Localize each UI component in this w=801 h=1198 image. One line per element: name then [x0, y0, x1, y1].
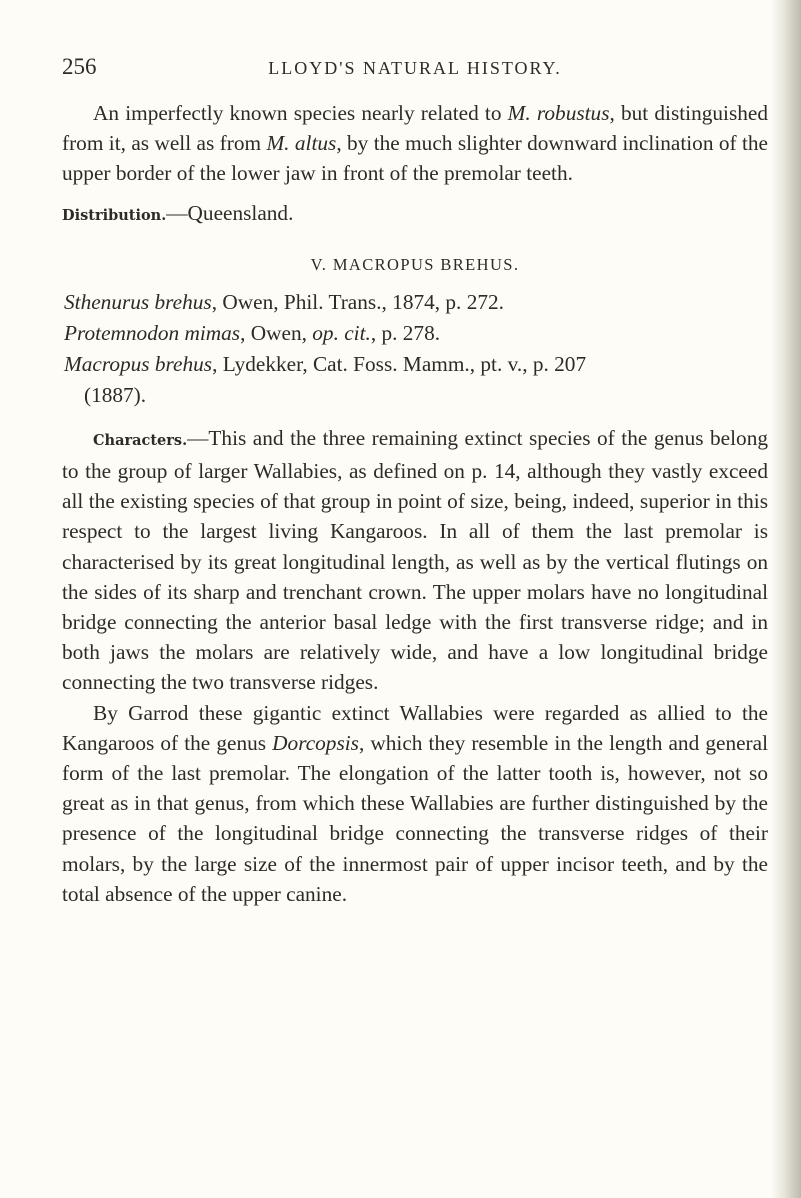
synonym-reference: , Owen,	[240, 320, 313, 345]
genus-name-dorcopsis: Dorcopsis	[272, 730, 359, 755]
garrod-text-2: , which they resemble in the length and general form of the last premolar. The elongation of the latter tooth is, however, not so great as in that genus, from which these Wallabies are further distinguished by the presence of the longitudinal bridge connecting the transverse ridges of their molars, by the large size of the innermost pair of upper incisor teeth, and by the total absence of the upper canine.	[62, 730, 769, 906]
synonym-reference: , Owen, Phil. Trans., 1874, p. 272.	[211, 289, 504, 314]
running-head: LLOYD'S NATURAL HISTORY.	[268, 58, 562, 78]
characters-label: Characters.	[93, 431, 188, 449]
intro-text-2: , but distinguished from it, as well as from	[62, 101, 768, 156]
synonym-reference: , Lydekker, Cat. Foss. Mamm., pt. v., p. 207	[212, 351, 587, 376]
page-header	[62, 42, 768, 98]
synonym-op-cit: op. cit.	[312, 320, 371, 345]
page-edge-shadow	[771, 0, 801, 1198]
synonymy-entry	[62, 318, 768, 349]
garrod-paragraph	[62, 698, 768, 909]
species-name-robustus: M. robustus	[507, 101, 610, 125]
synonymy-entry	[62, 287, 768, 318]
characters-paragraph	[62, 423, 768, 698]
synonym-reference-page: , p. 278.	[370, 320, 441, 345]
intro-text-3: , by the much slighter downward inclination of the upper border of the lower jaw in front of the premolar teeth.	[62, 131, 768, 186]
synonym-name: Macropus brehus	[64, 351, 213, 376]
intro-text-1: An imperfectly known species nearly related to	[93, 101, 508, 125]
distribution-label: Distribution.	[62, 206, 167, 224]
book-page	[62, 42, 768, 909]
synonym-name: Protemnodon mimas	[64, 320, 241, 345]
characters-text: —This and the three remaining extinct species of the genus belong to the group of larger Wallabies, as defined on p. 14, although they vastly exceed all the existing species of that group in point of size, being, indeed, superior in this respect to the largest living Kangaroos. In all of them the last premolar is characterised by its great longitudinal length, as well as by the vertical flutings on the sides of its sharp and trenchant crown. The upper molars have no longitudinal bridge connecting the anterior basal ledge with the first transverse ridge; and in both jaws the molars are relatively wide, and have a low longitudinal bridge connecting the two transverse ridges.	[62, 425, 768, 695]
page-number: 256	[62, 54, 97, 79]
distribution-text: —Queensland.	[166, 200, 294, 225]
synonymy-list	[62, 287, 768, 411]
species-name-altus: M. altus	[266, 131, 337, 156]
synonymy-entry-continuation: (1887).	[84, 382, 147, 407]
section-heading: V. MACROPUS BREHUS.	[310, 254, 520, 274]
intro-paragraph	[62, 98, 768, 189]
synonym-name: Sthenurus brehus	[64, 289, 212, 314]
garrod-text-1: By Garrod these gigantic extinct Wallabies were regarded as allied to the Kangaroos of the genus	[62, 700, 768, 755]
distribution-paragraph	[62, 198, 768, 231]
synonymy-entry	[62, 349, 768, 380]
